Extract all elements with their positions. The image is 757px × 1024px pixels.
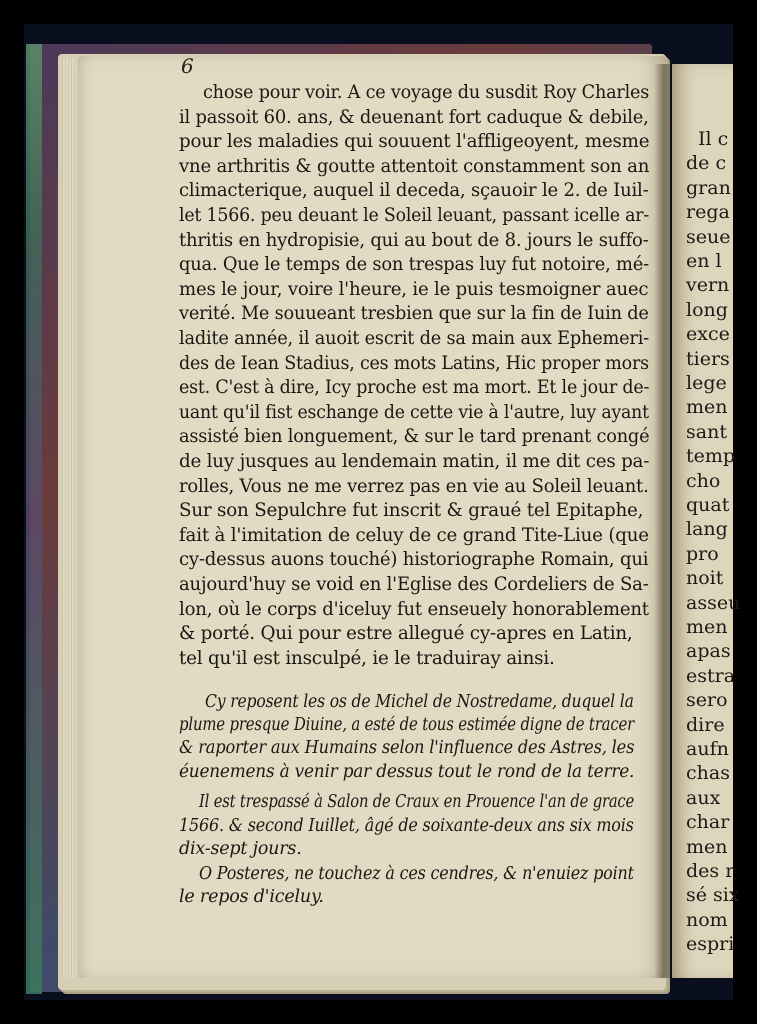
body-line: Sur son Sepulchre fut inscrit & graué tel Epitaphe, [179, 500, 644, 522]
facing-line: pro [686, 542, 719, 565]
body-line: de luy jusques au lendemain matin, il me dit ces pa- [179, 451, 650, 472]
cover-edge [26, 44, 42, 994]
epitaph-line: O Posteres, ne touchez à ces cendres, & n'enuiez point [199, 864, 634, 884]
body-line: uant qu'il fist eschange de cette vie à l'autre, luy ayant [179, 401, 649, 423]
epitaph-line: Cy reposent les os de Michel de Nostredame, duquel la [205, 692, 634, 712]
facing-line: aufn [686, 738, 729, 760]
facing-line: exce [686, 323, 730, 346]
page-edges [62, 58, 76, 978]
facing-line: sero [686, 689, 728, 712]
body-line: mes le jour, voire l'heure, ie le puis tesmoigner auec [179, 278, 649, 300]
body-line: des de Iean Stadius, ces mots Latins, Hic proper mors [179, 352, 649, 374]
body-line: rolles, Vous ne me verrez pas en vie au Soleil leuant. [179, 475, 649, 497]
body-line: ladite année, il auoit escrit de sa main aux Ephemeri- [179, 328, 649, 349]
facing-line: men [686, 396, 728, 419]
body-line: lon, où le corps d'iceluy fut enseuely honorablement [179, 598, 649, 620]
facing-line: de c [686, 152, 727, 175]
facing-line: quat [686, 494, 730, 516]
body-line: aujourd'huy se void en l'Eglise des Cordeliers de Sa- [179, 574, 649, 595]
facing-line: estra [686, 664, 736, 687]
facing-line: en l [686, 250, 722, 272]
facing-line: lege [686, 372, 727, 394]
body-line: thritis en hydropisie, qui au bout de 8. jours le suffo- [179, 229, 649, 251]
book-gutter [654, 64, 674, 978]
facing-line: sant [686, 420, 727, 443]
facing-line: seue [686, 225, 731, 248]
body-line: chose pour voir. A ce voyage du susdit Roy Charles [203, 82, 650, 103]
epitaph-line: Il est trespassé à Salon de Craux en Prouence l'an de grace [199, 792, 635, 812]
facing-line: chas [686, 762, 730, 785]
facing-line: lang [686, 518, 728, 541]
epitaph-line: éuenemens à venir par dessus tout le rond de la terre. [179, 762, 635, 782]
body-line: pour les maladies qui souuent l'affligeoyent, mesme [179, 131, 650, 153]
facing-line: noit [686, 567, 724, 590]
facing-line: dire [686, 713, 725, 736]
facing-line: temp [686, 445, 736, 468]
body-line: cy-dessus auons touché) historiographe Romain, qui [179, 549, 649, 571]
facing-line: apas [686, 640, 731, 663]
facing-line: asseu [686, 591, 741, 614]
facing-line: men [686, 835, 728, 858]
facing-line: nom [686, 908, 728, 931]
body-line: climacterique, auquel il deceda, sçauoir le 2. de Iuil- [179, 180, 649, 202]
page-number: 6 [181, 54, 194, 78]
facing-line: sé six [686, 884, 740, 907]
facing-line: espri [686, 933, 735, 956]
facing-line: rega [686, 201, 730, 224]
epitaph-line: le repos d'iceluy. [179, 887, 324, 907]
body-line: assisté bien longuement, & sur le tard prenant congé [179, 426, 650, 448]
facing-line: vern [686, 274, 730, 297]
facing-line: men [686, 616, 728, 638]
facing-line: long [686, 298, 728, 321]
facing-line: des r [686, 860, 735, 882]
epitaph-line: 1566. & second Iuillet, âgé de soixante-deux ans six mois [179, 816, 634, 836]
body-line: tel qu'il est insculpé, ie le traduiray ainsi. [179, 647, 555, 669]
body-line: let 1566. peu deuant le Soleil leuant, passant icelle ar- [179, 205, 650, 226]
body-line: fait à l'imitation de celuy de ce grand Tite-Liue (que [179, 524, 649, 546]
epitaph-line: plume presque Diuine, a esté de tous estimée digne de tracer [179, 715, 635, 735]
facing-line: tiers [686, 347, 730, 370]
body-line: vne arthritis & goutte attentoit constamment son an [179, 155, 650, 177]
body-line: il passoit 60. ans, & deuenant fort caduque & debile, [179, 106, 649, 128]
facing-line: Il c [698, 128, 729, 150]
body-line: qua. Que le temps de son trespas luy fut notoire, mé- [179, 254, 649, 276]
body-line: est. C'est à dire, Icy proche est ma mort. Et le jour de- [179, 377, 650, 399]
facing-line: gran [686, 176, 731, 199]
body-line: & porté. Qui pour estre allegué cy-apres en Latin, [179, 623, 633, 645]
epitaph-line: & raporter aux Humains selon l'influence des Astres, les [179, 738, 635, 758]
epitaph-line: dix-sept jours. [179, 839, 302, 859]
body-line: verité. Me souueant tresbien que sur la fin de Iuin de [179, 303, 649, 325]
facing-line: aux [686, 786, 721, 809]
facing-page [672, 64, 741, 978]
facing-line: char [686, 811, 730, 834]
facing-line: cho [686, 469, 721, 492]
